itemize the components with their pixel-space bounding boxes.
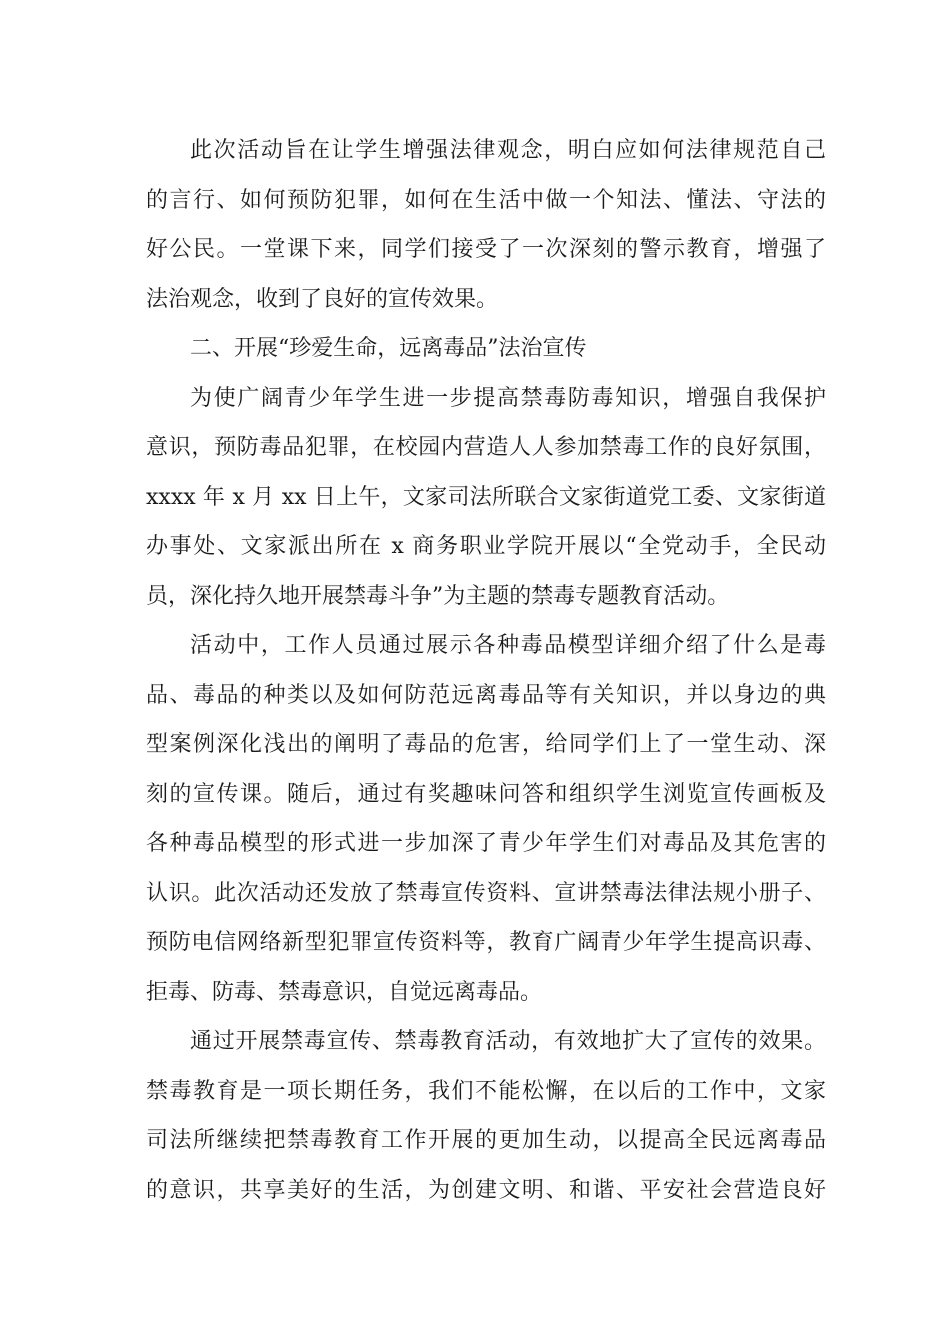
- text-line: 品、毒品的种类以及如何防范远离毒品等有关知识，并以身边的典: [146, 682, 826, 708]
- text-line: 员，深化持久地开展禁毒斗争”为主题的禁毒专题教育活动。: [146, 583, 730, 609]
- text-line: 的言行、如何预防犯罪，如何在生活中做一个知法、懂法、守法的: [146, 187, 826, 213]
- text-line: 办事处、文家派出所在 x 商务职业学院开展以“全党动手，全民动: [146, 534, 826, 559]
- text-line: 法治观念，收到了良好的宣传效果。: [146, 286, 499, 312]
- text-line: 司法所继续把禁毒教育工作开展的更加生动，以提高全民远离毒品: [146, 1128, 826, 1153]
- text-line: 活动中，工作人员通过展示各种毒品模型详细介绍了什么是毒: [190, 633, 826, 658]
- text-line: 预防电信网络新型犯罪宣传资料等，教育广阔青少年学生提高识毒、: [146, 930, 826, 955]
- text-line: 的意识，共享美好的生活，为创建文明、和谐、平安社会营造良好: [146, 1177, 826, 1203]
- text-line: 通过开展禁毒宣传、禁毒教育活动，有效地扩大了宣传的效果。: [190, 1029, 826, 1054]
- text-line: xxxx 年 x 月 xx 日上午，文家司法所联合文家街道党工委、文家街道: [146, 484, 826, 510]
- text-line: 各种毒品模型的形式进一步加深了青少年学生们对毒品及其危害的: [146, 831, 826, 856]
- section-heading: 二、开展“珍爱生命，远离毒品”法治宣传: [190, 336, 587, 361]
- text-line: 认识。此次活动还发放了禁毒宣传资料、宣讲禁毒法律法规小册子、: [146, 880, 826, 906]
- document-body: [146, 126, 826, 1215]
- text-line: 此次活动旨在让学生增强法律观念，明白应如何法律规范自己: [190, 138, 826, 163]
- text-line: 意识，预防毒品犯罪，在校园内营造人人参加禁毒工作的良好氛围，: [146, 435, 826, 460]
- text-line: 为使广阔青少年学生进一步提高禁毒防毒知识，增强自我保护: [190, 385, 826, 411]
- text-line: 刻的宣传课。随后，通过有奖趣味问答和组织学生浏览宣传画板及: [146, 781, 826, 807]
- text-line: 好公民。一堂课下来，同学们接受了一次深刻的警示教育，增强了: [146, 237, 826, 262]
- text-line: 型案例深化浅出的阐明了毒品的危害，给同学们上了一堂生动、深: [146, 732, 826, 757]
- text-line: 拒毒、防毒、禁毒意识，自觉远离毒品。: [146, 979, 543, 1005]
- text-line: 禁毒教育是一项长期任务，我们不能松懈，在以后的工作中，文家: [146, 1078, 826, 1104]
